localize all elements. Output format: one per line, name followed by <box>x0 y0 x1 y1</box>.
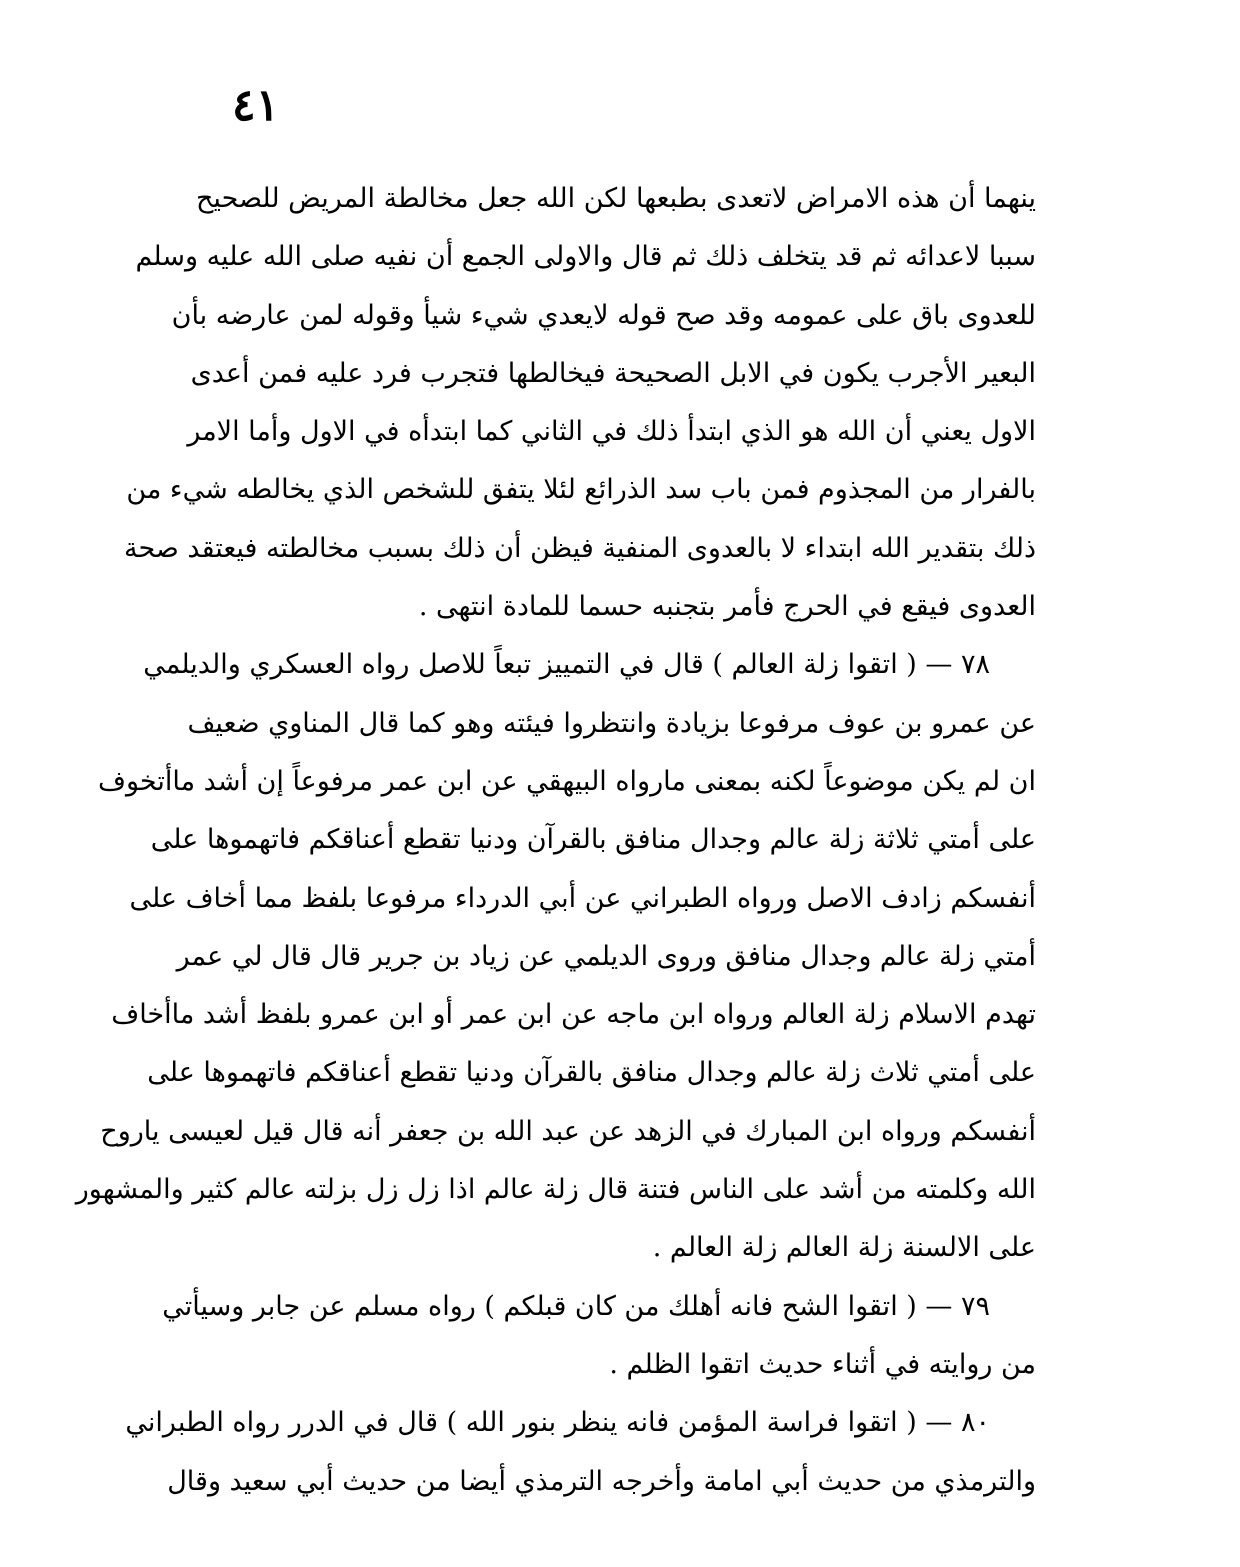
body-text <box>75 170 1036 1511</box>
text-line: سببا لاعدائه ثم قد يتخلف ذلك ثم قال والاولى الجمع أن نفيه صلى الله عليه وسلم <box>135 241 1036 273</box>
text-line: أمتي زلة عالم وجدال منافق وروى الديلمي عن زياد بن جرير قال قال لي عمر <box>176 940 1036 972</box>
entry-80-heading: ٨٠ — ( اتقوا فراسة المؤمن فانه ينظر بنور الله ) قال في الدرر رواه الطبراني <box>125 1407 990 1439</box>
entry-78-heading: ٧٨ — ( اتقوا زلة العالم ) قال في التمييز تبعاً للاصل رواه العسكري والديلمي <box>143 649 990 681</box>
entry-79-heading: ٧٩ — ( اتقوا الشح فانه أهلك من كان قبلكم ) رواه مسلم عن جابر وسيأتي <box>162 1290 990 1322</box>
text-line: تهدم الاسلام زلة العالم ورواه ابن ماجه عن ابن عمر أو ابن عمرو بلفظ أشد ماأخاف <box>111 999 1036 1031</box>
text-line: البعير الأجرب يكون في الابل الصحيحة فيخالطها فتجرب فرد عليه فمن أعدى <box>190 357 1036 389</box>
text-line: الله وكلمته من أشد على الناس فتنة قال زلة عالم اذا زل زل بزلته عالم كثير والمشهور <box>75 1174 1036 1206</box>
text-line: على أمتي ثلاثة زلة عالم وجدال منافق بالقرآن ودنيا تقطع أعناقكم فاتهموها على <box>150 824 1036 856</box>
text-line: ذلك بتقدير الله ابتداء لا بالعدوى المنفية فيظن أن ذلك بسبب مخالطته فيعتقد صحة <box>123 532 1036 564</box>
text-line: عن عمرو بن عوف مرفوعا بزيادة وانتظروا فيئته وهو كما قال المناوي ضعيف <box>187 707 1036 739</box>
text-line: والترمذي من حديث أبي امامة وأخرجه الترمذي أيضا من حديث أبي سعيد وقال <box>167 1465 1036 1497</box>
text-line: العدوى فيقع في الحرج فأمر بتجنبه حسما للمادة انتهى . <box>418 591 1036 623</box>
text-line: على أمتي ثلاث زلة عالم وجدال منافق بالقرآن ودنيا تقطع أعناقكم فاتهموها على <box>147 1057 1036 1089</box>
text-line: بالفرار من المجذوم فمن باب سد الذرائع لئلا يتفق للشخص الذي يخالطه شيء من <box>126 474 1036 506</box>
text-line: ان لم يكن موضوعاً لكنه بمعنى مارواه البيهقي عن ابن عمر مرفوعاً إن أشد ماأتخوف <box>98 765 1036 797</box>
text-line: الاول يعني أن الله هو الذي ابتدأ ذلك في الثاني كما ابتدأه في الاول وأما الامر <box>187 416 1036 448</box>
text-line: للعدوى باق على عمومه وقد صح قوله لايعدي شيء شيأ وقوله لمن عارضه بأن <box>171 299 1036 331</box>
page-number: ٤١ <box>232 80 280 131</box>
text-line: أنفسكم ورواه ابن المبارك في الزهد عن عبد الله بن جعفر أنه قال قيل لعيسى ياروح <box>100 1115 1036 1147</box>
text-line: ينهما أن هذه الامراض لاتعدى بطبعها لكن الله جعل مخالطة المريض للصحيح <box>196 183 1036 214</box>
text-line: أنفسكم زادف الاصل ورواه الطبراني عن أبي الدرداء مرفوعا بلفظ مما أخاف على <box>129 882 1036 914</box>
text-line: على الالسنة زلة العالم زلة العالم . <box>652 1232 1036 1264</box>
text-line: من روايته في أثناء حديث اتقوا الظلم . <box>609 1348 1036 1380</box>
